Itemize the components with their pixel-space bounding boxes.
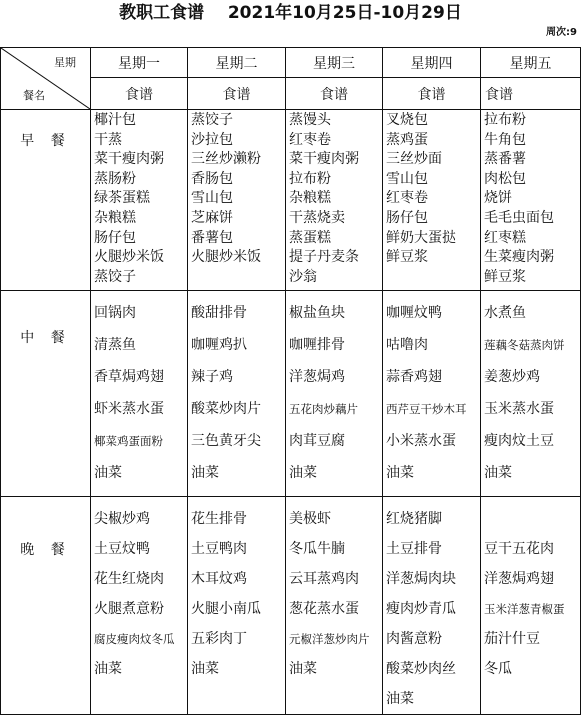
dish-item: 咖喱炆鸭 [386, 305, 442, 321]
dish-item: 拉布粉 [484, 112, 526, 128]
day-header-fri: 星期五 [481, 48, 581, 78]
dish-item: 番薯包 [191, 229, 233, 246]
dish-item: 玉米洋葱青椒蛋 [484, 602, 565, 616]
lunch-row [1, 291, 581, 497]
page-title: 教职工食谱 2021年10月25日-10月29日 [119, 3, 462, 23]
day-header-mon: 星期一 [91, 48, 188, 78]
dish-item: 火腿炒米饭 [94, 249, 164, 266]
dish-list [286, 110, 382, 287]
lunch-cell-mon [91, 291, 188, 497]
dish-item: 肉松包 [484, 170, 526, 187]
breakfast-cell-tue [188, 110, 286, 291]
dinner-cell-tue [188, 497, 286, 715]
dish-item: 香草焗鸡翅 [94, 369, 164, 385]
dish-item: 椰菜鸡蛋面粉 [94, 434, 163, 448]
dish-item: 酸甜排骨 [191, 305, 247, 321]
dish-item: 三丝炒面 [386, 151, 442, 168]
dish-item: 美极虾 [289, 511, 331, 527]
dish-item: 油菜 [386, 465, 414, 481]
menu-label: 食谱 [286, 78, 383, 110]
dish-item: 水煮鱼 [484, 305, 526, 321]
dinner-cell-thu [383, 497, 481, 715]
dish-item: 烧饼 [484, 190, 512, 207]
dish-list [91, 291, 187, 489]
menu-label: 食谱 [91, 78, 188, 110]
dish-item: 辣子鸡 [191, 369, 233, 385]
dinner-cell-wed [286, 497, 383, 715]
meal-label-breakfast-text: 早 餐 [20, 133, 71, 149]
dish-item: 肉酱意粉 [386, 631, 442, 647]
breakfast-row [1, 110, 581, 291]
dish-item: 提子丹麦条 [289, 249, 359, 266]
dish-item: 生菜瘦肉粥 [484, 249, 554, 266]
dish-item: 蒸饺子 [191, 112, 233, 128]
dish-item: 元椒洋葱炒肉片 [289, 632, 370, 646]
dish-item: 油菜 [191, 661, 219, 677]
dish-item: 蒸饺子 [94, 268, 136, 285]
dish-item: 玉米蒸水蛋 [484, 401, 554, 417]
dish-item: 油菜 [386, 691, 414, 707]
dish-item: 清蒸鱼 [94, 337, 136, 353]
dish-item: 肠仔包 [94, 229, 136, 246]
dish-item: 冬瓜牛腩 [289, 541, 345, 557]
dish-item: 回锅肉 [94, 305, 136, 321]
dish-item: 土豆排骨 [386, 541, 442, 557]
dish-item: 瘦肉炆土豆 [484, 433, 554, 449]
lunch-cell-wed [286, 291, 383, 497]
dish-list [481, 291, 580, 489]
dish-item: 油菜 [289, 661, 317, 677]
breakfast-cell-thu [383, 110, 481, 291]
week-number: 周次:9 [546, 27, 577, 38]
dish-item: 红枣卷 [289, 131, 331, 148]
dish-item: 火腿煮意粉 [94, 601, 164, 617]
dish-item: 瘦肉炒青瓜 [386, 601, 456, 617]
dinner-row [1, 497, 581, 715]
dish-item: 干蒸 [94, 131, 122, 148]
dish-item: 咕噜肉 [386, 337, 428, 353]
dish-list [286, 497, 382, 684]
dish-item: 腐皮瘦肉炆冬瓜 [94, 632, 175, 646]
dish-list [383, 497, 480, 714]
dish-list [91, 110, 187, 287]
menu-label: 食谱 [481, 78, 581, 110]
dish-item: 花生排骨 [191, 511, 247, 527]
dish-item: 肉茸豆腐 [289, 433, 345, 449]
dish-item: 火腿小南瓜 [191, 601, 261, 617]
menu-label: 食谱 [188, 78, 286, 110]
dish-item: 云耳蒸鸡肉 [289, 571, 359, 587]
dish-item: 鲜豆浆 [386, 249, 428, 266]
dish-item: 油菜 [191, 465, 219, 481]
dish-item: 蒸肠粉 [94, 170, 136, 187]
dish-list [383, 110, 480, 268]
dinner-cell-mon [91, 497, 188, 715]
dish-list [286, 291, 382, 489]
dish-item: 毛毛虫面包 [484, 209, 554, 226]
dish-item: 土豆鸭肉 [191, 541, 247, 557]
dish-item: 油菜 [94, 465, 122, 481]
dish-item: 五彩肉丁 [191, 631, 247, 647]
dish-item: 沙翁 [289, 268, 317, 285]
dish-item: 红枣卷 [386, 190, 428, 207]
dish-item: 尖椒炒鸡 [94, 511, 150, 527]
dish-item: 茄汁什豆 [484, 631, 540, 647]
dish-list [383, 291, 480, 489]
corner-week-label: 星期 [54, 56, 76, 69]
dish-item: 三丝炒濑粉 [191, 151, 261, 168]
dish-list [188, 291, 285, 489]
dish-item: 花生红烧肉 [94, 571, 164, 587]
dish-item: 鲜豆浆 [484, 268, 526, 285]
day-header-thu: 星期四 [383, 48, 481, 78]
lunch-cell-tue [188, 291, 286, 497]
dish-item: 姜葱炒鸡 [484, 369, 540, 385]
dish-item: 杂粮糕 [289, 190, 331, 207]
dish-item: 小米蒸水蛋 [386, 433, 456, 449]
meal-label-dinner-text: 晚 餐 [20, 542, 71, 558]
dish-item: 咖喱鸡扒 [191, 337, 247, 353]
dish-item: 红枣糕 [484, 229, 526, 246]
dish-item: 豆干五花肉 [484, 541, 554, 557]
dish-item: 洋葱焗鸡 [289, 369, 345, 385]
dish-item: 红烧猪脚 [386, 511, 442, 527]
dish-item: 西芹豆干炒木耳 [386, 402, 467, 416]
dish-item: 牛角包 [484, 131, 526, 148]
dish-item: 干蒸烧卖 [289, 209, 345, 226]
dish-item: 油菜 [484, 465, 512, 481]
dish-item: 蒸馒头 [289, 112, 331, 128]
meal-label-dinner [1, 497, 91, 715]
dish-item: 蒸鸡蛋 [386, 131, 428, 148]
dish-item: 洋葱焗肉块 [386, 571, 456, 587]
dish-item: 拉布粉 [289, 170, 331, 187]
dish-item: 蒸蛋糕 [289, 229, 331, 246]
dish-item: 绿茶蛋糕 [94, 190, 150, 207]
menu-label: 食谱 [383, 78, 481, 110]
dish-item: 五花肉炒藕片 [289, 402, 358, 416]
dish-item: 木耳炆鸡 [191, 571, 247, 587]
dish-item: 香肠包 [191, 170, 233, 187]
dish-item: 杂粮糕 [94, 209, 136, 226]
dish-item: 菜干瘦肉粥 [94, 151, 164, 168]
dish-item: 雪山包 [386, 170, 428, 187]
dish-list [481, 110, 580, 287]
dish-item: 芝麻饼 [191, 209, 233, 226]
dish-item: 油菜 [94, 661, 122, 677]
menu-table [0, 47, 581, 715]
dish-item [484, 504, 580, 534]
dish-list [188, 110, 285, 268]
dish-item: 葱花蒸水蛋 [289, 601, 359, 617]
dish-item: 菜干瘦肉粥 [289, 151, 359, 168]
dish-item: 肠仔包 [386, 209, 428, 226]
dish-item: 椒盐鱼块 [289, 305, 345, 321]
dish-item: 椰汁包 [94, 112, 136, 128]
dish-item: 雪山包 [191, 190, 233, 207]
breakfast-cell-wed [286, 110, 383, 291]
breakfast-cell-mon [91, 110, 188, 291]
dish-item: 洋葱焗鸡翅 [484, 571, 554, 587]
dish-item: 蒜香鸡翅 [386, 369, 442, 385]
day-header-tue: 星期二 [188, 48, 286, 78]
dinner-cell-fri [481, 497, 581, 715]
dish-item: 蒸番薯 [484, 151, 526, 168]
dish-item: 酸菜炒肉丝 [386, 661, 456, 677]
dish-item: 咖喱排骨 [289, 337, 345, 353]
meal-label-lunch-text: 中 餐 [20, 330, 71, 346]
meal-label-lunch [1, 291, 91, 497]
dish-item: 冬瓜 [484, 661, 512, 677]
dish-item: 火腿炒米饭 [191, 249, 261, 266]
dish-item: 酸菜炒肉片 [191, 401, 261, 417]
corner-cell [1, 48, 91, 110]
breakfast-cell-fri [481, 110, 581, 291]
table-header-row [1, 48, 581, 78]
dish-item: 土豆炆鸭 [94, 541, 150, 557]
lunch-cell-fri [481, 291, 581, 497]
dish-item: 莲藕冬菇蒸肉饼 [484, 338, 565, 352]
day-header-wed: 星期三 [286, 48, 383, 78]
dish-list [188, 497, 285, 684]
dish-item: 鲜奶大蛋挞 [386, 229, 456, 246]
dish-item: 油菜 [289, 465, 317, 481]
dish-item: 三色黄牙尖 [191, 433, 261, 449]
corner-meal-label: 餐名 [23, 89, 45, 102]
dish-list [91, 497, 187, 684]
lunch-cell-thu [383, 291, 481, 497]
dish-item: 虾米蒸水蛋 [94, 401, 164, 417]
dish-list [481, 497, 580, 684]
dish-item: 叉烧包 [386, 112, 428, 128]
meal-label-breakfast [1, 110, 91, 291]
diagonal-line [1, 48, 90, 109]
dish-item: 沙拉包 [191, 131, 233, 148]
